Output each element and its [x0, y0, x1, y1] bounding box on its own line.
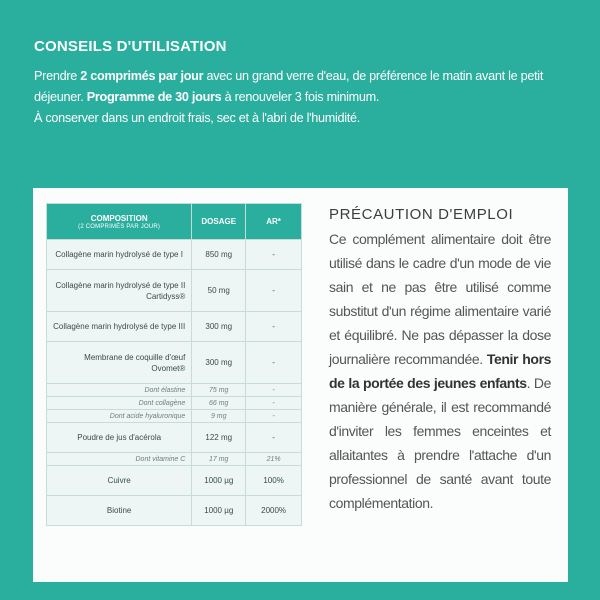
table-row	[47, 466, 302, 496]
header-dosage: DOSAGE	[192, 204, 246, 240]
composition-table	[46, 203, 302, 526]
cell-dosage: 9 mg	[192, 410, 246, 423]
header-composition-label: COMPOSITION	[90, 213, 148, 223]
cell-dosage: 75 mg	[192, 384, 246, 397]
usage-text-2: avec un grand verre d'eau, de préférence le matin avant le petit déjeuner.	[34, 68, 544, 104]
cell-dosage: 1000 µg	[192, 466, 246, 496]
cell-dosage: 122 mg	[192, 423, 246, 453]
usage-title: CONSEILS D'UTILISATION	[34, 38, 227, 55]
precaution-warning: Tenir hors de la portée des jeunes enfants	[329, 351, 552, 391]
usage-text	[34, 65, 572, 128]
cell-name: Collagène marin hydrolysé de type III	[47, 312, 192, 342]
precaution-title: PRÉCAUTION D'EMPLOI	[329, 206, 514, 223]
cell-ar: 100%	[246, 466, 302, 496]
table-subrow	[47, 453, 302, 466]
cell-ar: 21%	[246, 453, 302, 466]
cell-ar: -	[246, 342, 302, 384]
usage-storage-text: À conserver dans un endroit frais, sec et à l'abri de l'humidité.	[34, 110, 361, 125]
table-subrow	[47, 397, 302, 410]
cell-name: Dont vitamine C	[47, 453, 192, 466]
cell-ar: -	[246, 312, 302, 342]
cell-ar: -	[246, 384, 302, 397]
cell-name: Cuivre	[47, 466, 192, 496]
cell-dosage: 850 mg	[192, 240, 246, 270]
cell-dosage: 300 mg	[192, 342, 246, 384]
info-card	[33, 188, 568, 582]
cell-ar: -	[246, 270, 302, 312]
table-row	[47, 342, 302, 384]
usage-section	[34, 38, 574, 128]
cell-name: Collagène marin hydrolysé de type II Cartidyss®	[47, 270, 192, 312]
cell-name: Dont collagène	[47, 397, 192, 410]
header-composition-sub: (2 COMPRIMÉS PAR JOUR)	[78, 223, 161, 230]
composition-table-body	[47, 240, 302, 526]
cell-ar: -	[246, 397, 302, 410]
usage-text-3: à renouveler 3 fois minimum.	[221, 89, 380, 104]
cell-name: Membrane de coquille d'œuf Ovomet®	[47, 342, 192, 384]
usage-bold-dosage: 2 comprimés par jour	[80, 68, 204, 83]
table-row	[47, 423, 302, 453]
cell-name: Dont acide hyaluronique	[47, 410, 192, 423]
table-subrow	[47, 384, 302, 397]
cell-dosage: 17 mg	[192, 453, 246, 466]
precaution-text-2: . De manière générale, il est recommandé d'inviter les femmes enceintes et allaitantes à prendre l'attache d'un professionnel de santé avant toute complémentation.	[329, 375, 551, 511]
cell-name: Biotine	[47, 496, 192, 526]
header-composition	[47, 204, 192, 240]
cell-dosage: 1000 µg	[192, 496, 246, 526]
precaution-section	[329, 206, 551, 515]
cell-name: Collagène marin hydrolysé de type I	[47, 240, 192, 270]
usage-bold-program: Programme de 30 jours	[86, 89, 222, 104]
precaution-text-1: Ce complément alimentaire doit être utilisé dans le cadre d'un mode de vie sain et ne pas être utilisé comme substitut d'un régime alimentaire varié et équilibré. Ne pas dépasser la dose journalière recommandée.	[329, 231, 551, 367]
table-row	[47, 496, 302, 526]
precaution-text	[329, 227, 551, 515]
cell-name: Dont élastine	[47, 384, 192, 397]
table-subrow	[47, 410, 302, 423]
cell-dosage: 300 mg	[192, 312, 246, 342]
usage-text-1: Prendre	[34, 68, 81, 83]
table-row	[47, 312, 302, 342]
cell-dosage: 66 mg	[192, 397, 246, 410]
cell-dosage: 50 mg	[192, 270, 246, 312]
cell-ar: 2000%	[246, 496, 302, 526]
cell-ar: -	[246, 240, 302, 270]
table-row	[47, 270, 302, 312]
table-row	[47, 240, 302, 270]
cell-ar: -	[246, 410, 302, 423]
cell-name: Poudre de jus d'acérola	[47, 423, 192, 453]
cell-ar: -	[246, 423, 302, 453]
header-ar: AR*	[246, 204, 302, 240]
